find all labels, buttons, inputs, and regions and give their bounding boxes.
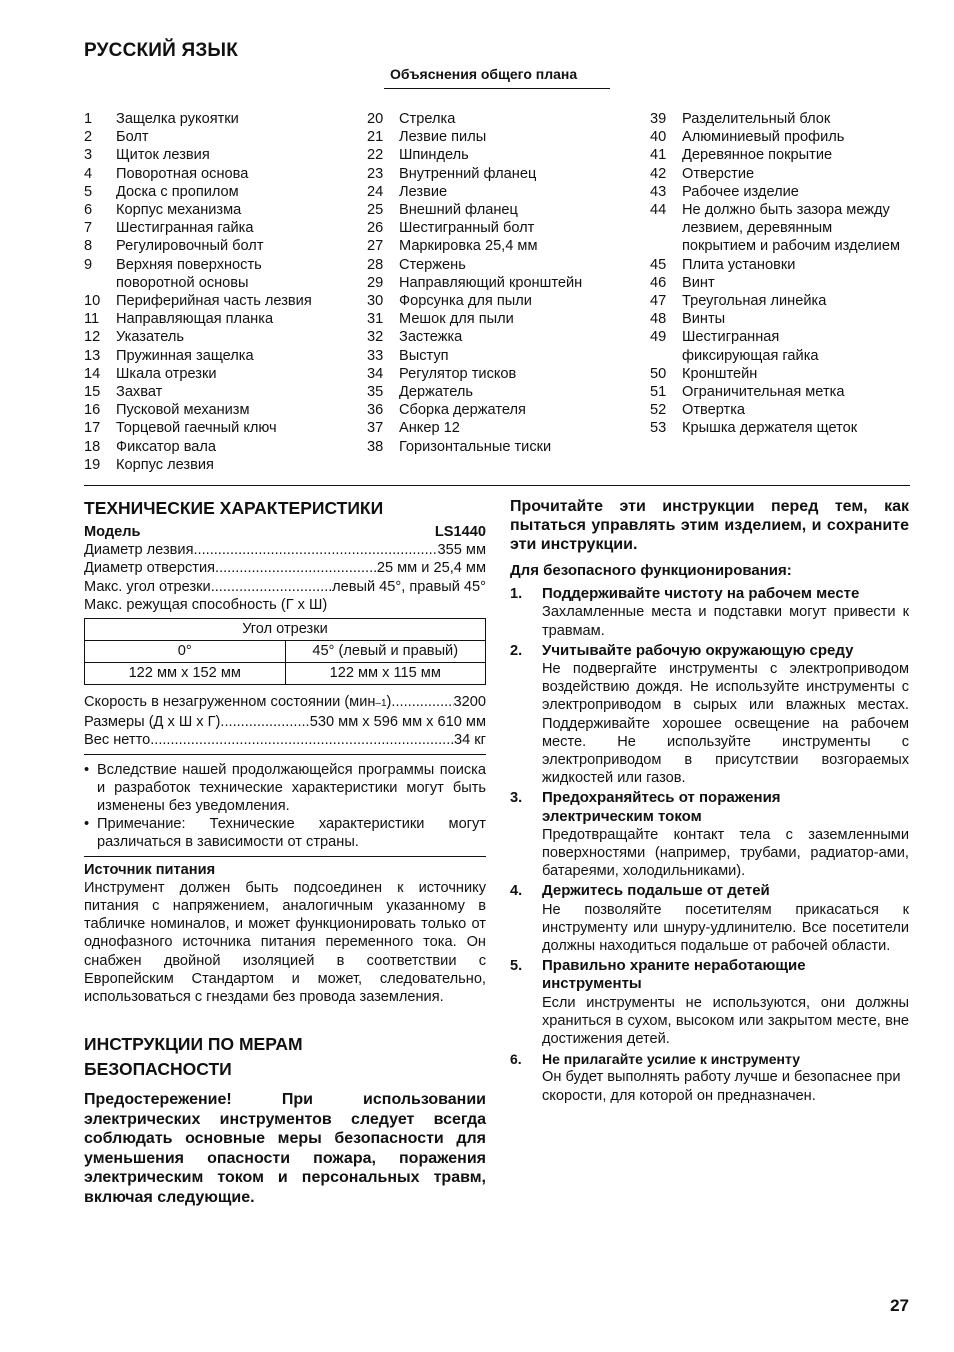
list-item: 2 Болт (84, 129, 149, 146)
safety-item: 4. Держитесь подальше от детей Не позволяйте посетителям прикасаться к инструменту или шнуру-удлинителю. Все посетители должны находиться подальше от рабочей области. (510, 882, 909, 955)
list-item: 18 Фиксатор вала (84, 438, 217, 455)
list-item: 32 Застежка (367, 329, 463, 346)
spec-model: Модель LS1440 (84, 524, 486, 540)
list-item: 3 Щиток лезвия (84, 147, 210, 164)
safety-warning: Предостережение! При использовании электрических инструментов следует всегда соблюдать основные меры безопасности для уменьшения опасности пожара, поражения электрическим током и персональных травм, включая следующие. (84, 1091, 486, 1206)
list-item: 41 Деревянное покрытие (650, 147, 833, 164)
list-item: 11 Направляющая планка (84, 311, 274, 328)
list-item: 46 Винт (650, 274, 715, 291)
section-title-underline (384, 88, 610, 89)
list-item: 23 Внутренний фланец (367, 165, 537, 182)
table-cell: 122 мм x 152 мм (85, 663, 286, 685)
power-text: Инструмент должен быть подсоединен к источнику питания с напряжением, аналогичным указанному в табличке номиналов, и может функционировать только от однофазного источника питания переменного тока. Он снабжен двойной изоляцией в соответствии с Европейским Стандартом и может, следовательно, использоваться с гнездами без провода заземления. (84, 879, 486, 1006)
list-item: 35 Держатель (367, 384, 473, 401)
list-item: 17 Торцевой гаечный ключ (84, 420, 277, 437)
right-column (510, 497, 909, 1105)
list-item: 44 Не должно быть зазора между лезвием, деревянным покрытием и рабочим изделием (650, 202, 900, 255)
list-item: 53 Крышка держателя щеток (650, 420, 858, 437)
safety-item: 6. Не прилагайте усилие к инструменту Он будет выполнять работу лучше и безопаснее при скорости, для которой он предназначен. (510, 1051, 901, 1104)
table-cell: 122 мм x 115 мм (285, 663, 486, 685)
list-item: 40 Алюминиевый профиль (650, 129, 845, 146)
spec-max-angle: Макс. угол отрезки ..... левый 45°, правый 45° (84, 578, 486, 596)
section-title: Объяснения общего плана (390, 66, 578, 82)
table-cell: 0° (85, 641, 286, 663)
list-item: 12 Указатель (84, 329, 185, 346)
list-item: 36 Сборка держателя (367, 402, 526, 419)
language-title: РУССКИЙ ЯЗЫК (84, 40, 239, 61)
list-item: 7 Шестигранная гайка (84, 220, 254, 237)
list-item: 39 Разделительный блок (650, 111, 831, 127)
parts-list-column-2 (367, 110, 629, 456)
list-item: 48 Винты (650, 311, 726, 328)
list-item: 25 Внешний фланец (367, 202, 518, 219)
list-item: 47 Треугольная линейка (650, 293, 827, 310)
spec-speed: Скорость в незагруженном состоянии (мин –1 ) ..... 3200 (84, 693, 486, 713)
list-item: 49 Шестигранная фиксирующая гайка (650, 329, 819, 364)
list-item: 34 Регулятор тисков (367, 365, 517, 382)
specs-title: ТЕХНИЧЕСКИЕ ХАРАКТЕРИСТИКИ (84, 498, 384, 518)
safety-title: ИНСТРУКЦИИ ПО МЕРАМ БЕЗОПАСНОСТИ (84, 1034, 303, 1080)
safety-item: 1. Поддерживайте чистоту на рабочем месте Захламленные места и подставки могут привести к травмам. (510, 585, 909, 639)
table-cell: 45° (левый и правый) (285, 641, 486, 663)
safety-item: 3. Предохраняйтесь от поражения электрическим током Предотвращайте контакт тела с заземленными поверхностями (например, трубами, радиатор-ами, батареями, холодильниками). (510, 789, 909, 880)
list-item: 16 Пусковой механизм (84, 402, 250, 419)
spec-note: • Вследствие нашей продолжающейся программы поиска и разработок технические характеристики могут быть изменены без уведомления. (84, 761, 486, 815)
list-item: 6 Корпус механизма (84, 202, 242, 219)
list-item: 9 Верхняя поверхность поворотной основы (84, 256, 262, 291)
list-item: 1 Защелка рукоятки (84, 111, 239, 127)
list-item: 52 Отвертка (650, 402, 746, 419)
list-item: 5 Доска с пропилом (84, 183, 239, 200)
parts-list-column-1 (84, 110, 346, 474)
safety-item: 5. Правильно храните неработающие инструменты Если инструменты не используются, они должны храниться в сухом, высоком или закрытом месте, вне достижения детей. (510, 957, 909, 1048)
table-header: Угол отрезки (85, 619, 486, 641)
list-item: 43 Рабочее изделие (650, 183, 799, 200)
read-instructions: Прочитайте эти инструкции перед тем, как пытаться управлять этим изделием, и сохраните эти инструкции. (510, 498, 909, 553)
list-item: 8 Регулировочный болт (84, 238, 264, 255)
spec-dimensions: Размеры (Д x Ш x Г) ..... 530 мм x 596 мм x 610 мм (84, 713, 486, 731)
list-item: 24 Лезвие (367, 183, 448, 200)
parts-list-column-3 (650, 110, 912, 438)
cutting-capacity-table (84, 618, 486, 685)
list-item: 29 Направляющий кронштейн (367, 274, 583, 291)
list-item: 21 Лезвие пилы (367, 129, 487, 146)
safety-item: 2. Учитывайте рабочую окружающую среду Не подвергайте инструменты с электроприводом воздействию дождя. Не используйте инструменты с электроприводом в сырых или влажных местах. Поддерживайте хорошее освещение на рабочем месте. Не используйте инструменты с электроприводом в присутствии возгораемых жидкостей или газов. (510, 641, 909, 787)
list-item: 51 Ограничительная метка (650, 384, 845, 401)
list-item: 42 Отверстие (650, 165, 755, 182)
list-item: 10 Периферийная часть лезвия (84, 293, 312, 310)
list-item: 50 Кронштейн (650, 365, 758, 382)
list-item: 30 Форсунка для пыли (367, 293, 532, 310)
list-item: 20 Стрелка (367, 111, 456, 127)
divider (84, 485, 910, 486)
list-item: 14 Шкала отрезки (84, 365, 217, 382)
power-title: Источник питания (84, 861, 216, 878)
list-item: 38 Горизонтальные тиски (367, 438, 552, 455)
safe-operation-title: Для безопасного функционирования: (510, 562, 792, 579)
list-item: 28 Стержень (367, 256, 466, 273)
spec-note: • Примечание: Технические характеристики могут различаться в зависимости от страны. (84, 815, 486, 856)
list-item: 22 Шпиндель (367, 147, 469, 164)
list-item: 15 Захват (84, 384, 163, 401)
spec-blade-diameter: Диаметр лезвия ..... 355 мм (84, 541, 486, 559)
spec-weight: Вес нетто ..... 34 кг (84, 731, 486, 754)
list-item: 19 Корпус лезвия (84, 456, 214, 473)
page-number: 27 (890, 1296, 909, 1315)
list-item: 26 Шестигранный болт (367, 220, 535, 237)
list-item: 13 Пружинная защелка (84, 347, 254, 364)
list-item: 33 Выступ (367, 347, 449, 364)
list-item: 31 Мешок для пыли (367, 311, 514, 328)
spec-bore: Диаметр отверстия ..... 25 мм и 25,4 мм (84, 559, 486, 577)
spec-max-capacity: Макс. режущая способность (Г x Ш) (84, 596, 328, 613)
left-column (84, 497, 486, 1207)
list-item: 37 Анкер 12 (367, 420, 460, 437)
list-item: 45 Плита установки (650, 256, 796, 273)
list-item: 27 Маркировка 25,4 мм (367, 238, 538, 255)
list-item: 4 Поворотная основа (84, 165, 249, 182)
